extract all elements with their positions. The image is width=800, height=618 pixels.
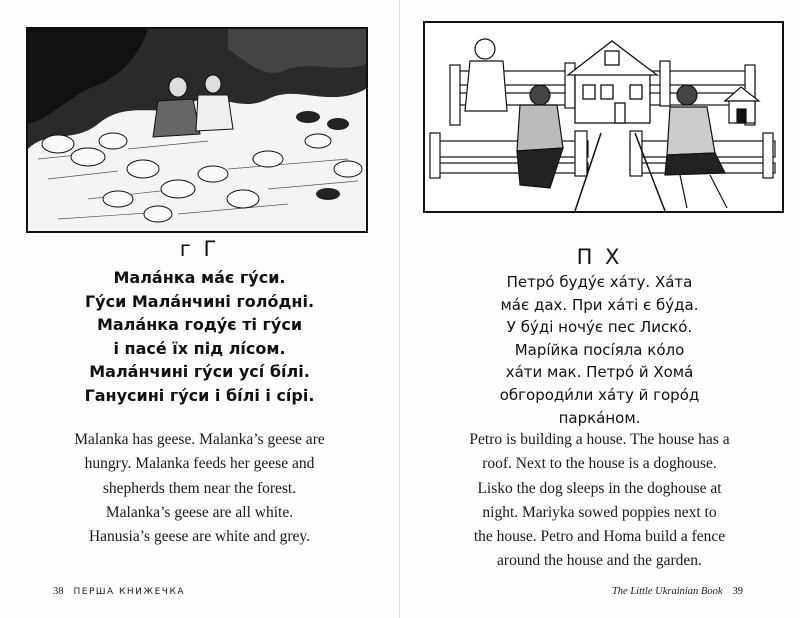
ukrainian-line: ма́є дах. При ха́ті є бу́да.	[500, 295, 699, 314]
right-page	[400, 0, 799, 618]
english-line: Petro is building a house. The house has a	[469, 431, 730, 448]
ukrainian-text	[400, 271, 799, 429]
english-line: Lisko the dog sleeps in the doghouse at	[477, 479, 722, 497]
english-line: Malanka’s geese are all white.	[105, 503, 294, 521]
letter-heading: г Г	[179, 237, 220, 261]
ukrainian-text	[0, 266, 399, 407]
english-line: Hanusia’s geese are white and grey.	[88, 528, 311, 546]
english-line: around the house and the garden.	[497, 552, 702, 570]
ukrainian-line: Мала́нка ма́є гу́си.	[113, 268, 286, 287]
ukrainian-line: Мала́нчині гу́си усі́ бі́лі.	[89, 362, 310, 381]
ukrainian-line: Марі́йка посі́яла ко́ло	[514, 340, 685, 359]
book-title: The Little Ukrainian Book	[611, 586, 723, 597]
right-footer	[612, 586, 743, 597]
geese-girls-illustration-icon	[26, 27, 368, 233]
ukrainian-line: У бу́ді ночу́є пес Лиско́.	[506, 318, 693, 337]
children-building-house-illustration-icon	[423, 21, 784, 213]
english-line: night. Mariyka sowed poppies next to	[482, 503, 717, 521]
english-translation	[400, 428, 799, 574]
ukrainian-line: Ганусині гу́си і бі́лі і сі́рі.	[84, 385, 315, 405]
ukrainian-line: Петро́ буду́є ха́ту. Ха́та	[506, 273, 693, 291]
english-line: Malanka has geese. Malanka’s geese are	[74, 431, 325, 448]
english-line: shepherds them near the forest.	[102, 479, 297, 497]
left-footer	[53, 586, 185, 597]
ukrainian-line: Гу́си Мала́нчині голо́дні.	[84, 291, 315, 311]
english-translation	[0, 428, 399, 549]
ukrainian-line: ха́ти мак. Петро́ й Хома́	[505, 363, 694, 382]
page-number: 39	[732, 586, 743, 597]
english-line: the house. Petro and Homa build a fence	[473, 528, 726, 546]
book-title: ПЕРША КНИЖЕЧКА	[73, 587, 186, 597]
english-line: hungry. Malanka feeds her geese and	[84, 455, 315, 473]
letter-heading: П Х	[576, 245, 623, 269]
ukrainian-line: обгороди́ли ха́ту й горо́д	[499, 385, 700, 404]
ukrainian-line: парка́ном.	[558, 408, 641, 427]
page-number: 38	[53, 586, 64, 597]
ukrainian-line: і пасе́ їх під лі́сом.	[113, 338, 286, 358]
english-line: roof. Next to the house is a doghouse.	[482, 455, 717, 473]
ukrainian-line: Мала́нка году́є ті гу́си	[96, 315, 303, 334]
